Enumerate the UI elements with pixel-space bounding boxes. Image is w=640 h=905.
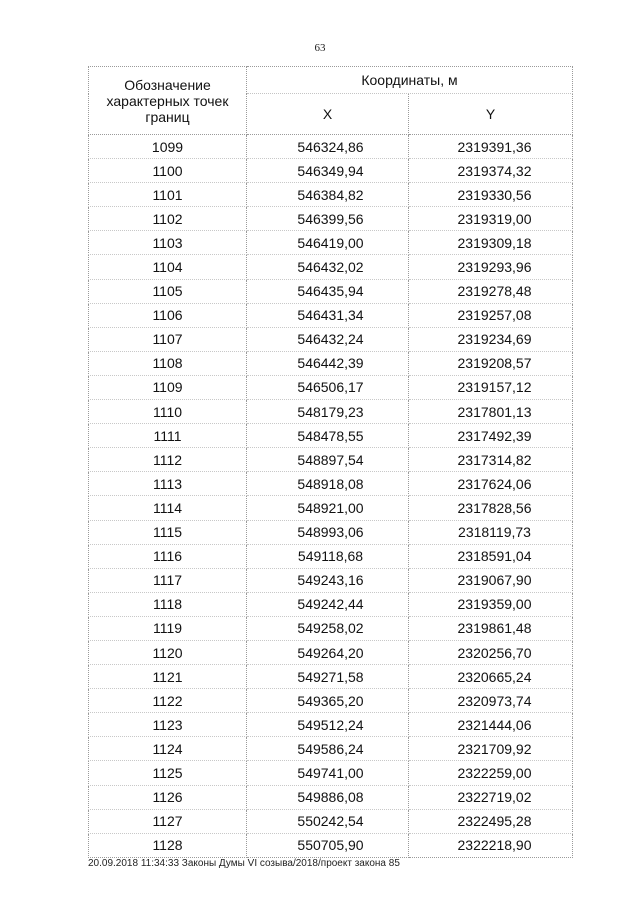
point-designation-header-line-2: характерных точек	[106, 92, 229, 109]
table-row	[89, 159, 573, 183]
point-id-cell: 1120	[89, 640, 247, 664]
y-coordinate-cell: 2319319,00	[409, 207, 573, 231]
y-coordinate-cell: 2319374,32	[409, 159, 573, 183]
point-id-cell: 1104	[89, 255, 247, 279]
x-coordinate-cell: 550705,90	[247, 833, 409, 857]
x-coordinate-cell: 546384,82	[247, 183, 409, 207]
table-row	[89, 785, 573, 809]
y-coordinate-cell: 2319293,96	[409, 255, 573, 279]
table-row	[89, 761, 573, 785]
x-coordinate-cell: 549271,58	[247, 665, 409, 689]
x-coordinate-cell: 549586,24	[247, 737, 409, 761]
point-id-cell: 1109	[89, 375, 247, 399]
y-coordinate-cell: 2318591,04	[409, 544, 573, 568]
point-id-cell: 1111	[89, 424, 247, 448]
x-coordinate-cell: 549886,08	[247, 785, 409, 809]
table-row	[89, 303, 573, 327]
table-row	[89, 351, 573, 375]
y-coordinate-cell: 2321444,06	[409, 713, 573, 737]
point-designation-header-line-1: Обозначение	[124, 76, 211, 93]
point-id-cell: 1103	[89, 231, 247, 255]
table-row	[89, 520, 573, 544]
y-coordinate-cell: 2319278,48	[409, 279, 573, 303]
y-coordinate-cell: 2317492,39	[409, 424, 573, 448]
point-id-cell: 1128	[89, 833, 247, 857]
point-id-cell: 1117	[89, 568, 247, 592]
x-coordinate-cell: 549512,24	[247, 713, 409, 737]
x-coordinate-cell: 549741,00	[247, 761, 409, 785]
y-coordinate-cell: 2321709,92	[409, 737, 573, 761]
table-row	[89, 279, 573, 303]
table-row	[89, 640, 573, 664]
y-coordinate-cell: 2322259,00	[409, 761, 573, 785]
y-coordinate-cell: 2317624,06	[409, 472, 573, 496]
y-coordinate-cell: 2322495,28	[409, 809, 573, 833]
point-id-cell: 1121	[89, 665, 247, 689]
table-row	[89, 809, 573, 833]
table-row	[89, 592, 573, 616]
point-id-cell: 1114	[89, 496, 247, 520]
point-id-cell: 1123	[89, 713, 247, 737]
y-coordinate-cell: 2319309,18	[409, 231, 573, 255]
footer-stamp: 20.09.2018 11:34:33 Законы Думы VI созыва/2018/проект закона 85	[88, 858, 400, 869]
table-row	[89, 375, 573, 399]
point-designation-header-line-3: границ	[145, 108, 190, 125]
x-coordinate-cell: 546419,00	[247, 231, 409, 255]
table-row	[89, 689, 573, 713]
coordinates-table-body	[89, 135, 573, 858]
y-coordinate-cell: 2319208,57	[409, 351, 573, 375]
x-coordinate-cell: 549243,16	[247, 568, 409, 592]
table-row	[89, 231, 573, 255]
table-row	[89, 400, 573, 424]
x-coordinate-cell: 546506,17	[247, 375, 409, 399]
x-coordinate-cell: 548897,54	[247, 448, 409, 472]
table-row	[89, 448, 573, 472]
x-coordinate-cell: 549258,02	[247, 616, 409, 640]
point-id-cell: 1116	[89, 544, 247, 568]
table-row	[89, 544, 573, 568]
y-coordinate-cell: 2319067,90	[409, 568, 573, 592]
x-coordinate-cell: 546431,34	[247, 303, 409, 327]
table-row	[89, 737, 573, 761]
point-id-cell: 1102	[89, 207, 247, 231]
table-row	[89, 135, 573, 159]
y-coordinate-cell: 2322218,90	[409, 833, 573, 857]
x-coordinate-cell: 548993,06	[247, 520, 409, 544]
point-designation-header	[89, 67, 247, 135]
x-coordinate-cell: 549264,20	[247, 640, 409, 664]
point-id-cell: 1105	[89, 279, 247, 303]
y-coordinate-cell: 2317314,82	[409, 448, 573, 472]
y-coordinate-cell: 2320665,24	[409, 665, 573, 689]
x-coordinate-cell: 550242,54	[247, 809, 409, 833]
table-row	[89, 183, 573, 207]
point-id-cell: 1118	[89, 592, 247, 616]
x-coordinate-cell: 546324,86	[247, 135, 409, 159]
y-coordinate-cell: 2322719,02	[409, 785, 573, 809]
y-coordinate-cell: 2317801,13	[409, 400, 573, 424]
y-coordinate-cell: 2319257,08	[409, 303, 573, 327]
table-row	[89, 568, 573, 592]
x-coordinate-cell: 549365,20	[247, 689, 409, 713]
point-id-cell: 1115	[89, 520, 247, 544]
point-id-cell: 1125	[89, 761, 247, 785]
point-id-cell: 1100	[89, 159, 247, 183]
point-id-cell: 1106	[89, 303, 247, 327]
x-coordinate-cell: 549242,44	[247, 592, 409, 616]
table-row	[89, 616, 573, 640]
point-id-cell: 1112	[89, 448, 247, 472]
table-row	[89, 472, 573, 496]
x-coordinate-cell: 548478,55	[247, 424, 409, 448]
x-coordinate-cell: 546432,02	[247, 255, 409, 279]
y-coordinate-cell: 2319157,12	[409, 375, 573, 399]
point-id-cell: 1122	[89, 689, 247, 713]
point-id-cell: 1124	[89, 737, 247, 761]
y-coordinate-cell: 2320256,70	[409, 640, 573, 664]
point-id-cell: 1099	[89, 135, 247, 159]
page-number: 63	[314, 42, 326, 54]
point-id-cell: 1107	[89, 327, 247, 351]
y-column-header: Y	[409, 94, 573, 135]
y-coordinate-cell: 2319330,56	[409, 183, 573, 207]
x-coordinate-cell: 548921,00	[247, 496, 409, 520]
table-row	[89, 207, 573, 231]
table-row	[89, 833, 573, 857]
point-id-cell: 1126	[89, 785, 247, 809]
table-row	[89, 327, 573, 351]
point-id-cell: 1108	[89, 351, 247, 375]
table-row	[89, 665, 573, 689]
y-coordinate-cell: 2318119,73	[409, 520, 573, 544]
x-coordinate-cell: 546349,94	[247, 159, 409, 183]
table-row	[89, 424, 573, 448]
x-coordinate-cell: 546432,24	[247, 327, 409, 351]
y-coordinate-cell: 2319359,00	[409, 592, 573, 616]
point-id-cell: 1101	[89, 183, 247, 207]
point-id-cell: 1110	[89, 400, 247, 424]
x-coordinate-cell: 548918,08	[247, 472, 409, 496]
x-column-header: X	[247, 94, 409, 135]
x-coordinate-cell: 546435,94	[247, 279, 409, 303]
x-coordinate-cell: 546442,39	[247, 351, 409, 375]
y-coordinate-cell: 2320973,74	[409, 689, 573, 713]
point-id-cell: 1113	[89, 472, 247, 496]
table-row	[89, 255, 573, 279]
table-row	[89, 496, 573, 520]
y-coordinate-cell: 2319391,36	[409, 135, 573, 159]
coordinates-table	[88, 66, 573, 858]
x-coordinate-cell: 549118,68	[247, 544, 409, 568]
y-coordinate-cell: 2319861,48	[409, 616, 573, 640]
point-id-cell: 1127	[89, 809, 247, 833]
y-coordinate-cell: 2319234,69	[409, 327, 573, 351]
table-row	[89, 713, 573, 737]
x-coordinate-cell: 548179,23	[247, 400, 409, 424]
x-coordinate-cell: 546399,56	[247, 207, 409, 231]
coordinates-header: Координаты, м	[247, 67, 573, 94]
y-coordinate-cell: 2317828,56	[409, 496, 573, 520]
point-id-cell: 1119	[89, 616, 247, 640]
